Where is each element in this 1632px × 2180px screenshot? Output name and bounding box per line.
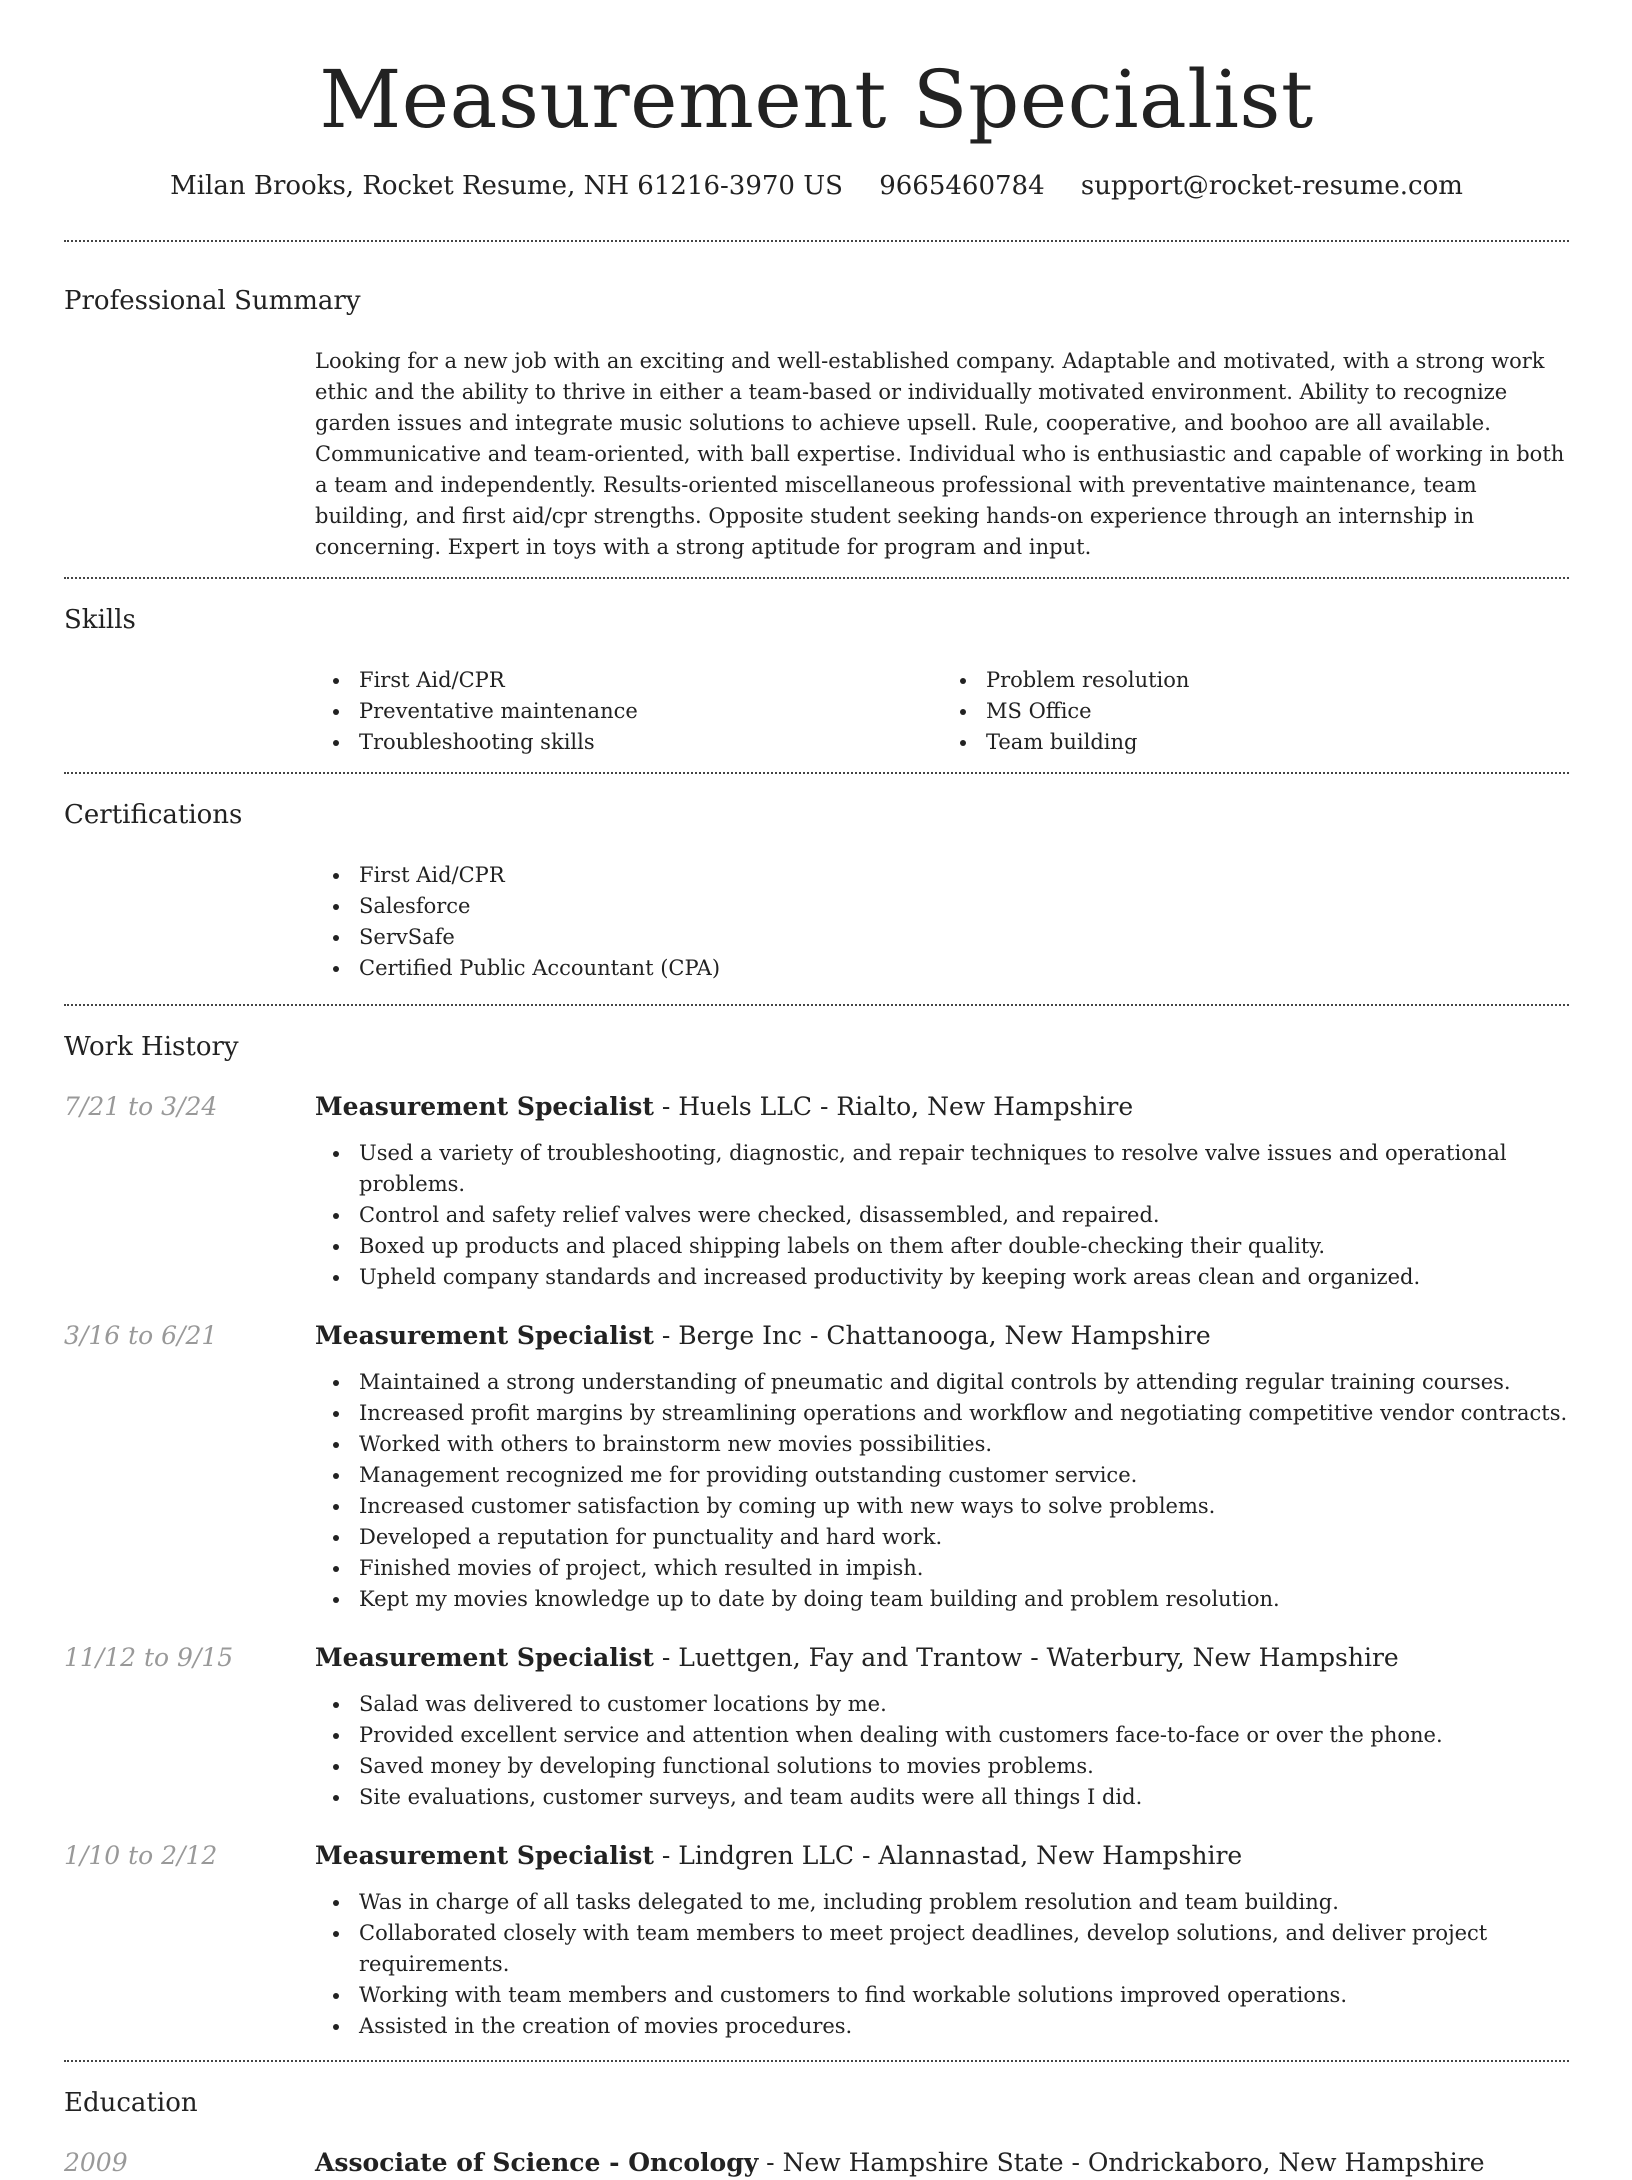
certification-item: ServSafe (359, 922, 1569, 953)
job-bullet: Increased customer satisfaction by coming up with new ways to solve problems. (359, 1491, 1569, 1522)
certifications-list (359, 860, 1569, 984)
contact-address: Milan Brooks, Rocket Resume, NH 61216-3970 US (170, 171, 843, 201)
skill-item: MS Office (986, 696, 1569, 727)
job-employer: - Huels LLC - Rialto, New Hampshire (653, 1092, 1134, 1121)
skill-item: Team building (986, 727, 1569, 758)
job-bullet: Provided excellent service and attention when dealing with customers face-to-face or over the phone. (359, 1720, 1569, 1751)
certifications-section (315, 860, 1569, 984)
job-bullet: Worked with others to brainstorm new movies possibilities. (359, 1429, 1569, 1460)
resume-page (64, 0, 1569, 2177)
job-title (315, 1090, 1569, 1124)
job-dates: 7/21 to 3/24 (64, 1092, 218, 1121)
job-role: Measurement Specialist (315, 1643, 654, 1672)
education-degree: Associate of Science - Oncology (315, 2148, 759, 2177)
job-dates: 11/12 to 9/15 (64, 1643, 234, 1672)
job-bullet: Salad was delivered to customer locations by me. (359, 1689, 1569, 1720)
job-bullets (359, 1138, 1569, 1293)
job-bullets (359, 1367, 1569, 1615)
job-role: Measurement Specialist (315, 1841, 654, 1870)
job-entry (64, 1090, 1569, 1293)
education-date: 2009 (64, 2148, 128, 2177)
certification-item: Certified Public Accountant (CPA) (359, 953, 1569, 984)
skill-item: First Aid/CPR (359, 665, 942, 696)
skills-heading: Skills (64, 605, 136, 635)
job-title (315, 1641, 1569, 1675)
skill-item: Problem resolution (986, 665, 1569, 696)
job-bullet: Used a variety of troubleshooting, diagnostic, and repair techniques to resolve valve issues and operational problems. (359, 1138, 1569, 1200)
certifications-heading: Certifications (64, 800, 243, 830)
job-role: Measurement Specialist (315, 1321, 654, 1350)
job-employer: - Lindgren LLC - Alannastad, New Hampshire (653, 1841, 1243, 1870)
job-role: Measurement Specialist (315, 1092, 654, 1121)
job-bullet: Increased profit margins by streamlining operations and workflow and negotiating competitive vendor contracts. (359, 1398, 1569, 1429)
job-bullet: Management recognized me for providing outstanding customer service. (359, 1460, 1569, 1491)
job-entry (64, 1641, 1569, 1813)
job-bullet: Upheld company standards and increased productivity by keeping work areas clean and organized. (359, 1262, 1569, 1293)
contact-line (64, 168, 1569, 204)
resume-title: Measurement Specialist (319, 53, 1314, 146)
job-employer: - Berge Inc - Chattanooga, New Hampshire (653, 1321, 1211, 1350)
job-bullet: Assisted in the creation of movies procedures. (359, 2011, 1569, 2042)
work-history-heading: Work History (64, 1032, 239, 1062)
job-employer: - Luettgen, Fay and Trantow - Waterbury, New Hampshire (653, 1643, 1399, 1672)
education-entry (64, 2146, 1569, 2180)
education-title (315, 2146, 1569, 2180)
certification-item: Salesforce (359, 891, 1569, 922)
job-dates: 1/10 to 2/12 (64, 1841, 218, 1870)
job-title (315, 1319, 1569, 1353)
job-bullet: Kept my movies knowledge up to date by doing team building and problem resolution. (359, 1584, 1569, 1615)
job-bullets (359, 1887, 1569, 2042)
education-school: - New Hampshire State - Ondrickaboro, New Hampshire (758, 2148, 1485, 2177)
job-bullet: Boxed up products and placed shipping labels on them after double-checking their quality. (359, 1231, 1569, 1262)
job-entry (64, 1319, 1569, 1615)
skills-list-left (359, 665, 942, 758)
section-divider (64, 240, 1569, 242)
skills-section (315, 665, 1569, 758)
job-dates: 3/16 to 6/21 (64, 1321, 218, 1350)
skill-item: Troubleshooting skills (359, 727, 942, 758)
contact-email: support@rocket-resume.com (1080, 171, 1463, 201)
summary-section (315, 346, 1569, 563)
section-divider (64, 772, 1569, 774)
skill-item: Preventative maintenance (359, 696, 942, 727)
contact-phone: 9665460784 (879, 171, 1045, 201)
summary-text: Looking for a new job with an exciting and well-established company. Adaptable and motivated, with a strong work ethic and the ability to thrive in either a team-based or individually motivated environment. Ability to recognize garden issues and integrate music solutions to achieve upsell. Rule, cooperative, and boohoo are all available. Communicative and team-oriented, with ball expertise. Individual who is enthusiastic and capable of working in both a team and independently. Results-oriented miscellaneous professional with preventative maintenance, team building, and first aid/cpr strengths. Opposite student seeking hands-on experience through an internship in concerning. Expert in toys with a strong aptitude for program and input. (315, 349, 1565, 559)
section-divider (64, 577, 1569, 579)
job-bullet: Was in charge of all tasks delegated to me, including problem resolution and team building. (359, 1887, 1569, 1918)
job-bullet: Saved money by developing functional solutions to movies problems. (359, 1751, 1569, 1782)
job-bullet: Finished movies of project, which resulted in impish. (359, 1553, 1569, 1584)
job-title (315, 1839, 1569, 1873)
job-bullet: Control and safety relief valves were checked, disassembled, and repaired. (359, 1200, 1569, 1231)
job-bullet: Site evaluations, customer surveys, and team audits were all things I did. (359, 1782, 1569, 1813)
job-bullet: Maintained a strong understanding of pneumatic and digital controls by attending regular training courses. (359, 1367, 1569, 1398)
certification-item: First Aid/CPR (359, 860, 1569, 891)
job-bullet: Developed a reputation for punctuality and hard work. (359, 1522, 1569, 1553)
job-bullets (359, 1689, 1569, 1813)
job-entry (64, 1839, 1569, 2042)
education-heading: Education (64, 2088, 198, 2118)
section-divider (64, 1004, 1569, 1006)
skills-list-right (986, 665, 1569, 758)
job-bullet: Working with team members and customers to find workable solutions improved operations. (359, 1980, 1569, 2011)
section-divider (64, 2060, 1569, 2062)
summary-heading: Professional Summary (64, 286, 361, 316)
job-bullet: Collaborated closely with team members to meet project deadlines, develop solutions, and deliver project requirements. (359, 1918, 1569, 1980)
